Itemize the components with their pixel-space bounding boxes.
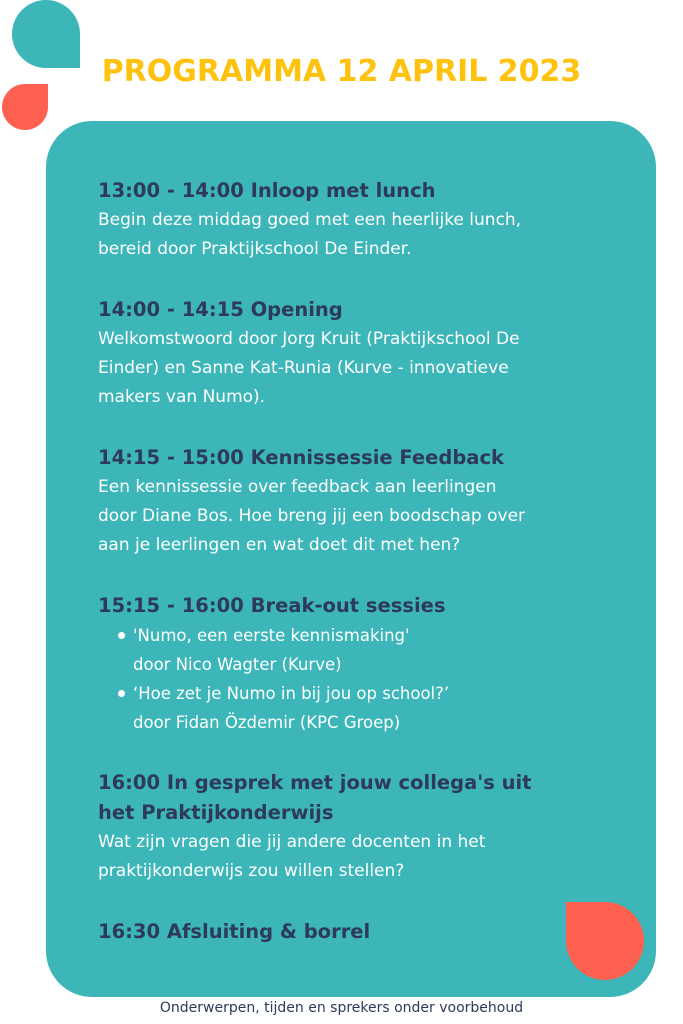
session-heading: 13:00 - 14:00 Inloop met lunch bbox=[98, 179, 436, 202]
desc-line: aan je leerlingen en wat doet dit met hen? bbox=[98, 535, 461, 555]
bullet-speaker: door Fidan Özdemir (KPC Groep) bbox=[133, 713, 401, 732]
session-kennissessie bbox=[98, 443, 618, 560]
list-item bbox=[98, 679, 618, 737]
desc-line: Welkomstwoord door Jorg Kruit (Praktijkschool De bbox=[98, 329, 520, 349]
desc-line: bereid door Praktijkschool De Einder. bbox=[98, 239, 412, 259]
decorative-red-blob-top bbox=[2, 84, 48, 130]
decorative-red-blob-bottom bbox=[566, 902, 644, 980]
session-description bbox=[98, 473, 608, 560]
session-description bbox=[98, 206, 608, 264]
bullet-icon bbox=[118, 632, 125, 639]
desc-line: makers van Numo). bbox=[98, 387, 266, 407]
desc-line: praktijkonderwijs zou willen stellen? bbox=[98, 861, 405, 881]
session-heading: 14:15 - 15:00 Kennissessie Feedback bbox=[98, 446, 504, 469]
session-description bbox=[98, 828, 608, 886]
heading-line: 16:00 In gesprek met jouw collega's uit bbox=[98, 771, 532, 794]
session-heading bbox=[98, 768, 618, 828]
session-heading: 16:30 Afsluiting & borrel bbox=[98, 920, 371, 943]
disclaimer-footer: Onderwerpen, tijden en sprekers onder voorbehoud bbox=[159, 1000, 524, 1016]
program-content bbox=[98, 176, 618, 978]
session-inloop bbox=[98, 176, 618, 264]
session-heading: 15:15 - 16:00 Break-out sessies bbox=[98, 594, 446, 617]
breakout-list bbox=[98, 621, 618, 737]
session-breakout bbox=[98, 591, 618, 737]
session-opening bbox=[98, 295, 618, 412]
bullet-title: 'Numo, een eerste kennismaking' bbox=[133, 626, 410, 645]
session-afsluiting bbox=[98, 917, 618, 947]
desc-line: Wat zijn vragen die jij andere docenten in het bbox=[98, 832, 486, 852]
desc-line: Begin deze middag goed met een heerlijke lunch, bbox=[98, 210, 522, 230]
desc-line: Einder) en Sanne Kat-Runia (Kurve - innovatieve bbox=[98, 358, 509, 378]
desc-line: door Diane Bos. Hoe breng jij een boodschap over bbox=[98, 506, 526, 526]
session-description bbox=[98, 325, 608, 412]
page-title: PROGRAMMA 12 APRIL 2023 bbox=[101, 54, 582, 89]
desc-line: Een kennissessie over feedback aan leerlingen bbox=[98, 477, 497, 497]
bullet-icon bbox=[118, 690, 125, 697]
list-item bbox=[98, 621, 618, 679]
session-gesprek bbox=[98, 768, 618, 886]
session-heading: 14:00 - 14:15 Opening bbox=[98, 298, 343, 321]
bullet-title: ‘Hoe zet je Numo in bij jou op school?’ bbox=[133, 684, 450, 703]
heading-line: het Praktijkonderwijs bbox=[98, 801, 334, 824]
bullet-speaker: door Nico Wagter (Kurve) bbox=[133, 655, 342, 674]
